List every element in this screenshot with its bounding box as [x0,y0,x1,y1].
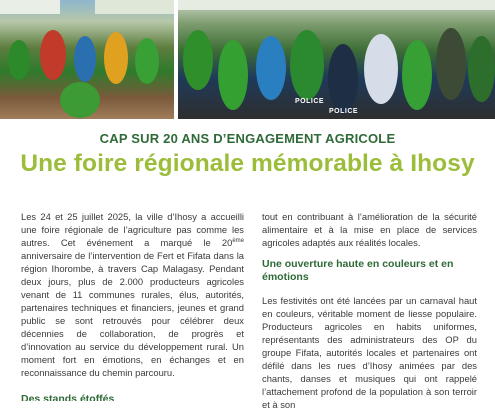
superscript: ème [232,237,244,244]
tent-banner [0,0,60,14]
person-figure [8,40,30,80]
police-badge: POLICE [295,98,325,105]
person-figure [364,34,398,104]
paragraph [21,210,244,379]
cut-off-heading: Des stands étoffés [21,393,115,401]
person-figure [183,30,213,90]
police-badge: POLICE [329,108,359,115]
person-figure [402,40,432,110]
section-subheading: Une ouverture haute en couleurs et en émotions [262,258,454,283]
person-figure [135,38,159,84]
person-figure [104,32,128,84]
paragraph: Les festivités ont été lancées par un carnaval haut en couleurs, véritable moment de liesse populaire. Producteurs agricoles en habits uniformes, représentants des administrateurs des OP du groupe Fifata, autorités locales et partenaires ont défilé dans les rues d’Ihosy animées par des chants, danses et musiques qui ont rappelé l’attachement profond de la population à son terroir et à son [262,295,477,410]
article-kicker: CAP SUR 20 ANS D’ENGAGEMENT AGRICOLE [99,131,396,146]
person-figure [256,36,286,100]
person-figure [40,30,66,80]
photo-crowd-market [0,0,174,119]
person-figure [74,36,96,82]
person-figure [468,36,495,102]
article-column-right [262,210,477,411]
photo-crowd-police [178,0,495,119]
paragraph: tout en contribuant à l’amélioration de la sécurité alimentaire et à la mise en place de services agricoles adaptés aux réalités locales. [262,211,477,248]
person-figure [218,40,248,110]
header-photos [0,0,495,119]
person-figure [290,30,324,100]
tent-roof [178,0,495,10]
person-figure [436,28,466,100]
paragraph-text: anniversaire de l’intervention de Fert et Fifata dans la région Ihorombe, à travers Cap Malagasy. Pendant deux jours, plus de 2.000 producteurs agricoles venant de 11 communes rurales, élus, autorités, partenaires techniques et financiers, jeunes et grand public se sont retrouvés pour célébrer deux décennies de collaboration, de progrès et d’innovation au service du développement rural. Un moment fort en émotions, en échanges et en reconnaissance du chemin parcouru. [21,250,244,378]
person-figure [328,44,358,114]
tent-banner [95,0,174,14]
paragraph-text: Les 24 et 25 juillet 2025, la ville d’Ihosy a accueilli une foire régionale de l’agriculture pas comme les autres. Cet événement a marqué le 20 [21,211,244,248]
article-title: Une foire régionale mémorable à Ihosy [20,150,475,177]
article-column-left [21,210,244,379]
person-figure [60,82,100,118]
